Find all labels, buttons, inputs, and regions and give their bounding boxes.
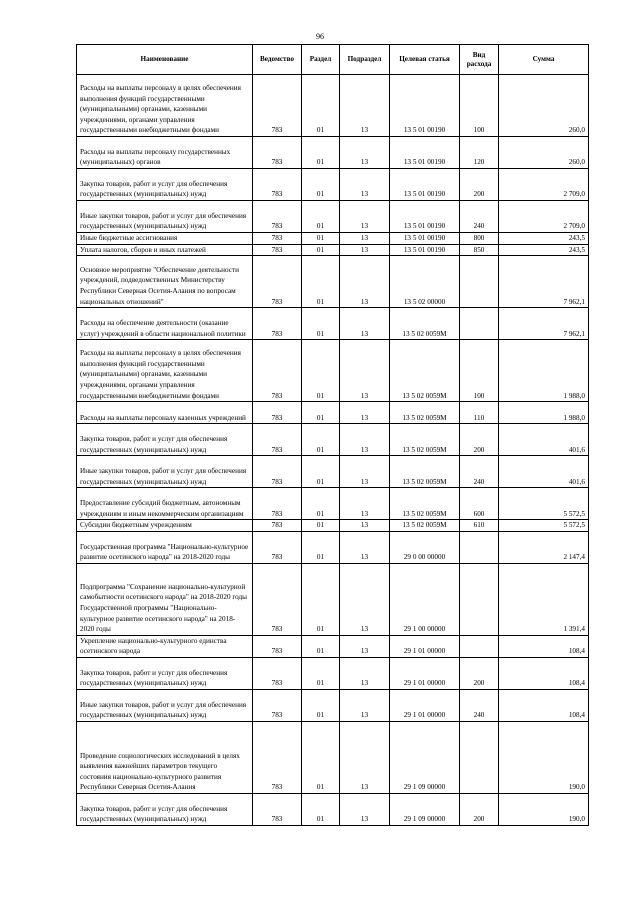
header-name: Наименование xyxy=(77,45,253,75)
row-expense-type: 120 xyxy=(460,137,499,169)
row-target-article: 29 1 01 00000 xyxy=(390,689,460,721)
row-section: 01 xyxy=(302,456,340,488)
row-section: 01 xyxy=(302,635,340,657)
row-expense-type xyxy=(460,563,499,635)
row-subsection: 13 xyxy=(340,75,390,137)
row-department: 783 xyxy=(253,520,302,532)
row-amount: 7 962,1 xyxy=(499,256,589,308)
row-target-article: 29 1 09 00000 xyxy=(390,793,460,825)
row-target-article: 13 5 01 00190 xyxy=(390,75,460,137)
row-amount: 401,6 xyxy=(499,424,589,456)
row-department: 783 xyxy=(253,169,302,201)
row-name: Расходы на обеспечение деятельности (оказание услуг) учреждений в области национальной политики xyxy=(77,308,253,340)
row-amount: 2 709,0 xyxy=(499,201,589,233)
row-name: Уплата налогов, сборов и иных платежей xyxy=(77,244,253,256)
row-amount: 260,0 xyxy=(499,75,589,137)
row-target-article: 13 5 02 0059М xyxy=(390,520,460,532)
budget-table xyxy=(76,44,589,826)
row-name: Расходы на выплаты персоналу казенных учреждений xyxy=(77,402,253,424)
row-expense-type: 110 xyxy=(460,402,499,424)
table-row xyxy=(77,201,589,233)
row-expense-type: 200 xyxy=(460,424,499,456)
row-subsection: 13 xyxy=(340,308,390,340)
row-name: Иные закупки товаров, работ и услуг для обеспечения государственных (муниципальных) нужд xyxy=(77,201,253,233)
row-subsection: 13 xyxy=(340,488,390,520)
row-subsection: 13 xyxy=(340,456,390,488)
table-row xyxy=(77,402,589,424)
row-section: 01 xyxy=(302,256,340,308)
row-expense-type: 800 xyxy=(460,233,499,245)
table-row xyxy=(77,75,589,137)
row-amount: 190,0 xyxy=(499,793,589,825)
row-name: Субсидии бюджетным учреждениям xyxy=(77,520,253,532)
row-section: 01 xyxy=(302,563,340,635)
row-section: 01 xyxy=(302,531,340,563)
row-department: 783 xyxy=(253,793,302,825)
row-expense-type: 600 xyxy=(460,488,499,520)
row-subsection: 13 xyxy=(340,424,390,456)
table-row xyxy=(77,256,589,308)
row-expense-type xyxy=(460,256,499,308)
header-section: Раздел xyxy=(302,45,340,75)
row-target-article: 13 5 01 00190 xyxy=(390,201,460,233)
row-target-article: 13 5 02 0059М xyxy=(390,488,460,520)
row-target-article: 29 0 00 00000 xyxy=(390,531,460,563)
row-section: 01 xyxy=(302,233,340,245)
row-name: Закупка товаров, работ и услуг для обеспечения государственных (муниципальных) нужд xyxy=(77,424,253,456)
row-subsection: 13 xyxy=(340,721,390,793)
row-amount: 108,4 xyxy=(499,689,589,721)
row-section: 01 xyxy=(302,169,340,201)
table-row xyxy=(77,793,589,825)
row-amount: 1 988,0 xyxy=(499,402,589,424)
header-expense-type: Вид расхода xyxy=(460,45,499,75)
row-amount: 2 709,0 xyxy=(499,169,589,201)
row-department: 783 xyxy=(253,233,302,245)
row-expense-type xyxy=(460,531,499,563)
row-subsection: 13 xyxy=(340,520,390,532)
row-subsection: 13 xyxy=(340,244,390,256)
table-body xyxy=(77,75,589,826)
row-subsection: 13 xyxy=(340,233,390,245)
row-department: 783 xyxy=(253,424,302,456)
row-name: Укрепление национально-культурного единства осетинского народа xyxy=(77,635,253,657)
row-section: 01 xyxy=(302,75,340,137)
row-target-article: 13 5 02 0059М xyxy=(390,308,460,340)
row-amount: 5 572,5 xyxy=(499,488,589,520)
row-subsection: 13 xyxy=(340,340,390,402)
table-row xyxy=(77,531,589,563)
row-expense-type: 240 xyxy=(460,201,499,233)
row-department: 783 xyxy=(253,657,302,689)
page-number: 96 xyxy=(316,32,324,41)
row-target-article: 13 5 02 0059М xyxy=(390,424,460,456)
row-name: Проведение социологических исследований в целях выявления важнейших параметров текущего состояния национально-культурного развития Республики Северная Осетия-Алания xyxy=(77,721,253,793)
table-row xyxy=(77,233,589,245)
row-amount: 1 391,4 xyxy=(499,563,589,635)
row-section: 01 xyxy=(302,488,340,520)
row-name: Государственная программа "Национально-культурное развитие осетинского народа" на 2018-2020 годы xyxy=(77,531,253,563)
row-name: Расходы на выплаты персоналу в целях обеспечения выполнения функций государственными (муниципальными) органами, казенными учреждениями, органами управления государственными внебюджетными фондами xyxy=(77,75,253,137)
table-row xyxy=(77,424,589,456)
table-row xyxy=(77,520,589,532)
table-row xyxy=(77,244,589,256)
table-row xyxy=(77,689,589,721)
row-expense-type: 240 xyxy=(460,689,499,721)
row-name: Расходы на выплаты персоналу государственных (муниципальных) органов xyxy=(77,137,253,169)
table-row xyxy=(77,456,589,488)
table-row xyxy=(77,635,589,657)
table-row xyxy=(77,169,589,201)
row-section: 01 xyxy=(302,244,340,256)
row-expense-type: 100 xyxy=(460,340,499,402)
row-target-article: 29 1 01 00000 xyxy=(390,635,460,657)
row-name: Закупка товаров, работ и услуг для обеспечения государственных (муниципальных) нужд xyxy=(77,169,253,201)
header-department: Ведомство xyxy=(253,45,302,75)
row-section: 01 xyxy=(302,657,340,689)
row-amount: 108,4 xyxy=(499,657,589,689)
row-expense-type: 610 xyxy=(460,520,499,532)
row-department: 783 xyxy=(253,531,302,563)
row-department: 783 xyxy=(253,563,302,635)
row-section: 01 xyxy=(302,689,340,721)
row-subsection: 13 xyxy=(340,531,390,563)
row-section: 01 xyxy=(302,402,340,424)
table-row xyxy=(77,563,589,635)
row-subsection: 13 xyxy=(340,657,390,689)
row-department: 783 xyxy=(253,689,302,721)
row-amount: 108,4 xyxy=(499,635,589,657)
row-name: Иные закупки товаров, работ и услуг для обеспечения государственных (муниципальных) нужд xyxy=(77,689,253,721)
row-name: Закупка товаров, работ и услуг для обеспечения государственных (муниципальных) нужд xyxy=(77,793,253,825)
row-target-article: 13 5 01 00190 xyxy=(390,233,460,245)
table-row xyxy=(77,340,589,402)
row-department: 783 xyxy=(253,256,302,308)
row-name: Основное мероприятие "Обеспечение деятельности учреждений, подведомственных Министерству Республики Северная Осетия-Алания по вопросам национальных отношений" xyxy=(77,256,253,308)
row-name: Закупка товаров, работ и услуг для обеспечения государственных (муниципальных) нужд xyxy=(77,657,253,689)
row-department: 783 xyxy=(253,402,302,424)
row-expense-type: 200 xyxy=(460,657,499,689)
table-header-row xyxy=(77,45,589,75)
row-expense-type: 200 xyxy=(460,793,499,825)
row-section: 01 xyxy=(302,793,340,825)
row-target-article: 13 5 02 00000 xyxy=(390,256,460,308)
row-department: 783 xyxy=(253,201,302,233)
row-amount: 1 988,0 xyxy=(499,340,589,402)
row-subsection: 13 xyxy=(340,256,390,308)
table-row xyxy=(77,488,589,520)
table-row xyxy=(77,721,589,793)
row-section: 01 xyxy=(302,201,340,233)
row-section: 01 xyxy=(302,424,340,456)
row-department: 783 xyxy=(253,244,302,256)
header-amount: Сумма xyxy=(499,45,589,75)
row-target-article: 29 1 00 00000 xyxy=(390,563,460,635)
row-target-article: 29 1 01 00000 xyxy=(390,657,460,689)
header-target-article: Целевая статья xyxy=(390,45,460,75)
row-subsection: 13 xyxy=(340,793,390,825)
row-target-article: 13 5 01 00190 xyxy=(390,169,460,201)
row-expense-type: 850 xyxy=(460,244,499,256)
row-name: Иные бюджетные ассигнования xyxy=(77,233,253,245)
row-department: 783 xyxy=(253,721,302,793)
row-expense-type: 200 xyxy=(460,169,499,201)
row-name: Предоставление субсидий бюджетным, автономным учреждениям и иным некоммерческим организациям xyxy=(77,488,253,520)
row-department: 783 xyxy=(253,456,302,488)
row-section: 01 xyxy=(302,340,340,402)
row-subsection: 13 xyxy=(340,201,390,233)
row-section: 01 xyxy=(302,721,340,793)
row-amount: 401,6 xyxy=(499,456,589,488)
row-expense-type: 240 xyxy=(460,456,499,488)
row-department: 783 xyxy=(253,75,302,137)
row-target-article: 29 1 09 00000 xyxy=(390,721,460,793)
row-department: 783 xyxy=(253,308,302,340)
row-department: 783 xyxy=(253,635,302,657)
row-section: 01 xyxy=(302,308,340,340)
row-department: 783 xyxy=(253,137,302,169)
row-amount: 260,0 xyxy=(499,137,589,169)
row-subsection: 13 xyxy=(340,402,390,424)
row-amount: 7 962,1 xyxy=(499,308,589,340)
row-department: 783 xyxy=(253,488,302,520)
row-amount: 190,0 xyxy=(499,721,589,793)
row-target-article: 13 5 02 0059М xyxy=(390,456,460,488)
row-amount: 5 572,5 xyxy=(499,520,589,532)
table-row xyxy=(77,137,589,169)
row-section: 01 xyxy=(302,520,340,532)
row-target-article: 13 5 01 00190 xyxy=(390,137,460,169)
row-target-article: 13 5 02 0059М xyxy=(390,402,460,424)
row-subsection: 13 xyxy=(340,169,390,201)
row-subsection: 13 xyxy=(340,137,390,169)
row-expense-type xyxy=(460,721,499,793)
row-section: 01 xyxy=(302,137,340,169)
row-target-article: 13 5 01 00190 xyxy=(390,244,460,256)
row-department: 783 xyxy=(253,340,302,402)
row-expense-type xyxy=(460,635,499,657)
row-name: Подпрограмма "Сохранение национально-культурной самобытности осетинского народа" на 2018-2020 годы Государственной программы "Национально-культурное развитие осетинского народа" на 2018-2020 годы xyxy=(77,563,253,635)
row-subsection: 13 xyxy=(340,689,390,721)
row-subsection: 13 xyxy=(340,563,390,635)
row-amount: 243,5 xyxy=(499,244,589,256)
row-target-article: 13 5 02 0059М xyxy=(390,340,460,402)
row-amount: 243,5 xyxy=(499,233,589,245)
row-expense-type xyxy=(460,308,499,340)
table-row xyxy=(77,308,589,340)
row-name: Иные закупки товаров, работ и услуг для обеспечения государственных (муниципальных) нужд xyxy=(77,456,253,488)
header-subsection: Подраздел xyxy=(340,45,390,75)
row-name: Расходы на выплаты персоналу в целях обеспечения выполнения функций государственными (муниципальными) органами, казенными учреждениями, органами управления государственными внебюджетными фондами xyxy=(77,340,253,402)
table-row xyxy=(77,657,589,689)
row-amount: 2 147,4 xyxy=(499,531,589,563)
row-expense-type: 100 xyxy=(460,75,499,137)
row-subsection: 13 xyxy=(340,635,390,657)
